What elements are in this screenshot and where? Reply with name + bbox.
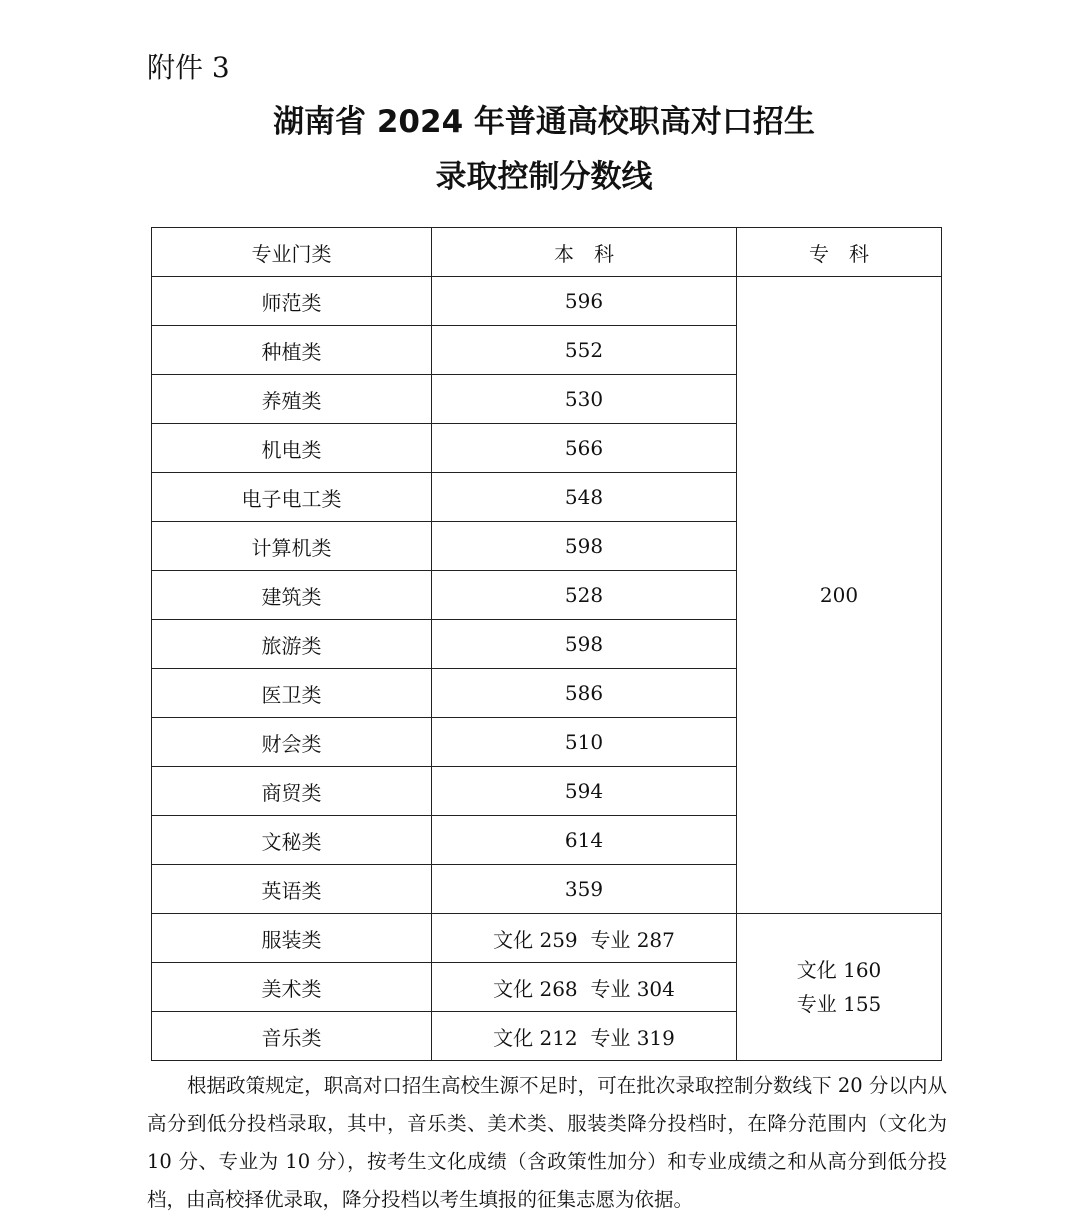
header-vocational: 专 科 <box>737 228 942 277</box>
undergrad-score-cell: 586 <box>432 669 737 718</box>
undergrad-score-cell: 文化 268 专业 304 <box>432 963 737 1012</box>
category-cell: 种植类 <box>152 326 432 375</box>
undergrad-score-cell: 528 <box>432 571 737 620</box>
category-cell: 财会类 <box>152 718 432 767</box>
category-cell: 服装类 <box>152 914 432 963</box>
header-undergrad: 本 科 <box>432 228 737 277</box>
category-cell: 机电类 <box>152 424 432 473</box>
score-table <box>151 227 942 1061</box>
undergrad-score-cell: 566 <box>432 424 737 473</box>
general-vocational-score-cell: 200 <box>737 277 942 914</box>
undergrad-score-cell: 510 <box>432 718 737 767</box>
page-subtitle: 录取控制分数线 <box>435 159 653 195</box>
category-cell: 医卫类 <box>152 669 432 718</box>
category-cell: 师范类 <box>152 277 432 326</box>
undergrad-score-cell: 548 <box>432 473 737 522</box>
category-cell: 计算机类 <box>152 522 432 571</box>
undergrad-score-cell: 359 <box>432 865 737 914</box>
category-cell: 美术类 <box>152 963 432 1012</box>
category-cell: 旅游类 <box>152 620 432 669</box>
undergrad-score-cell: 530 <box>432 375 737 424</box>
category-cell: 文秘类 <box>152 816 432 865</box>
undergrad-score-cell: 596 <box>432 277 737 326</box>
table-row <box>152 914 942 963</box>
attachment-label: 附件 3 <box>147 51 230 84</box>
category-cell: 养殖类 <box>152 375 432 424</box>
category-cell: 音乐类 <box>152 1012 432 1061</box>
arts-vocational-culture-score: 文化 160 <box>796 958 882 982</box>
undergrad-score-cell: 文化 259 专业 287 <box>432 914 737 963</box>
header-category: 专业门类 <box>152 228 432 277</box>
undergrad-score-cell: 552 <box>432 326 737 375</box>
undergrad-score-cell: 598 <box>432 620 737 669</box>
category-cell: 商贸类 <box>152 767 432 816</box>
policy-note: 根据政策规定，职高对口招生高校生源不足时，可在批次录取控制分数线下 20 分以内从高分到低分投档录取，其中，音乐类、美术类、服装类降分投档时，在降分范围内（文化为 10 分、专业为 10 分），按考生文化成绩（含政策性加分）和专业成绩之和从高分到低分投档，由高校择优录取，降分投档以考生填报的征集志愿为依据。 <box>147 1074 947 1211</box>
category-cell: 电子电工类 <box>152 473 432 522</box>
undergrad-score-cell: 文化 212 专业 319 <box>432 1012 737 1061</box>
page-title: 湖南省 2024 年普通高校职高对口招生 <box>273 104 815 140</box>
table-header-row <box>152 228 942 277</box>
category-cell: 英语类 <box>152 865 432 914</box>
table-row <box>152 277 942 326</box>
undergrad-score-cell: 614 <box>432 816 737 865</box>
undergrad-score-cell: 594 <box>432 767 737 816</box>
arts-vocational-major-score: 专业 155 <box>796 992 882 1016</box>
category-cell: 建筑类 <box>152 571 432 620</box>
score-table-body <box>152 228 942 1061</box>
arts-vocational-score-cell <box>737 914 942 1061</box>
undergrad-score-cell: 598 <box>432 522 737 571</box>
